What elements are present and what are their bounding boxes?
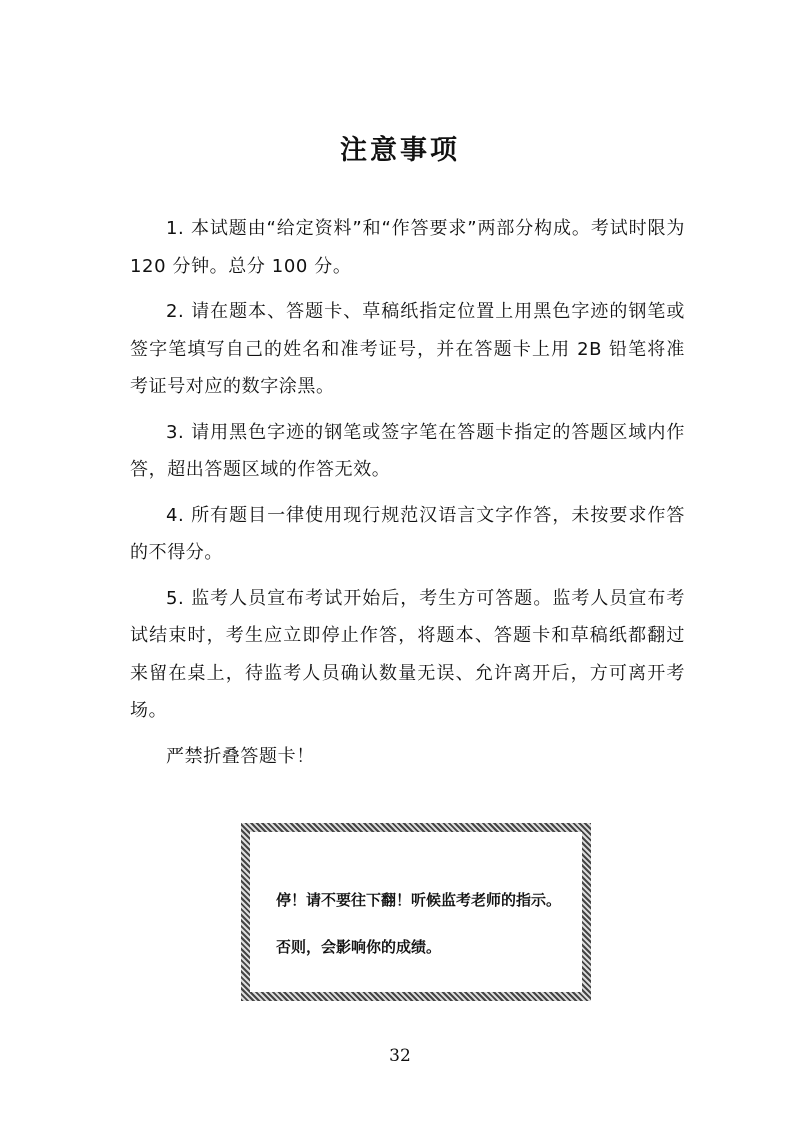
instruction-2: 2. 请在题本、答题卡、草稿纸指定位置上用黑色字迹的钢笔或签字笔填写自己的姓名和准考证号，并在答题卡上用 2B 铅笔将准考证号对应的数字涂黑。 [130,301,685,397]
instruction-3: 3. 请用黑色字迹的钢笔或签字笔在答题卡指定的答题区域内作答，超出答题区域的作答无效。 [130,421,685,480]
instructions-list [130,210,685,783]
notice-box [241,823,591,1001]
instruction-4: 4. 所有题目一律使用现行规范汉语言文字作答，未按要求作答的不得分。 [130,504,685,563]
notice-line-stop: 停！请不要往下翻！听候监考老师的指示。 [276,891,562,909]
page-title: 注意事项 [340,135,460,166]
notice-line-consequence: 否则，会影响你的成绩。 [276,938,442,956]
warning-text: 严禁折叠答题卡！ [166,745,315,767]
instruction-5: 5. 监考人员宣布考试开始后，考生方可答题。监考人员宣布考试结束时，考生应立即停止作答，将题本、答题卡和草稿纸都翻过来留在桌上，待监考人员确认数量无误、允许离开后，方可离开考场。 [130,587,685,721]
page-number: 32 [389,1046,411,1066]
instruction-1: 1. 本试题由“给定资料”和“作答要求”两部分构成。考试时限为 120 分钟。总分 100 分。 [130,218,685,277]
